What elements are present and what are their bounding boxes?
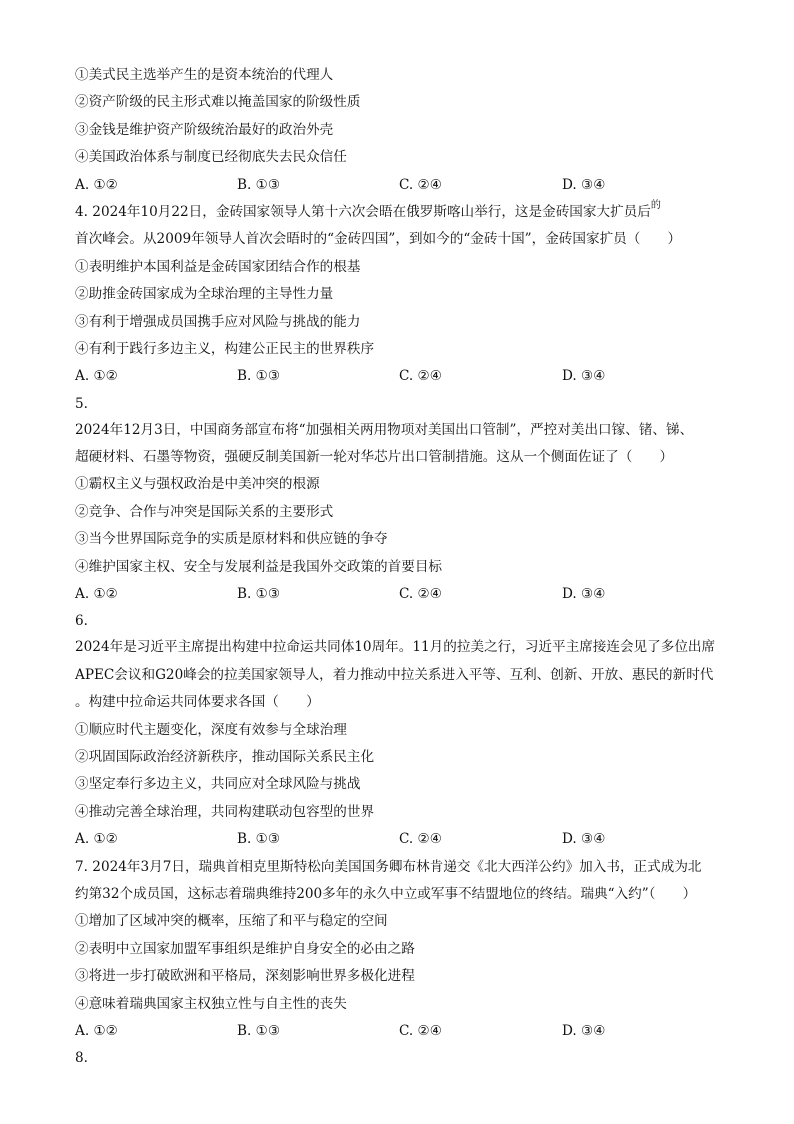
statement: ②竞争、合作与冲突是国际关系的主要形式 (75, 503, 334, 520)
option-d[interactable]: D. ③④ (562, 831, 606, 848)
statement: ②助推金砖国家成为全球治理的主导性力量 (75, 286, 334, 303)
option-a[interactable]: A. ①② (75, 176, 118, 193)
statement: ③有利于增强成员国携手应对风险与挑战的能力 (75, 313, 361, 330)
question-6 (75, 608, 725, 853)
question-number: 6. (75, 613, 88, 630)
option-c[interactable]: C. ②④ (399, 368, 442, 385)
statement: ③金钱是维护资产阶级统治最好的政治外壳 (75, 121, 334, 138)
option-d[interactable]: D. ③④ (562, 176, 606, 193)
statement: ④推动完善全球治理，共同构建联动包容型的世界 (75, 803, 375, 820)
question-number: 8. (75, 1050, 88, 1067)
statement: ②表明中立国家加盟军事组织是维护自身安全的必由之路 (75, 940, 415, 957)
statement: ①增加了区域冲突的概率，压缩了和平与稳定的空间 (75, 913, 388, 930)
option-a[interactable]: A. ①② (75, 831, 118, 848)
option-d[interactable]: D. ③④ (562, 368, 606, 385)
stem-superscript: 的 (650, 199, 661, 211)
option-b[interactable]: B. ①③ (237, 1022, 281, 1039)
option-d[interactable]: D. ③④ (562, 586, 606, 603)
answer-options (75, 1018, 725, 1045)
statement: ④美国政治体系与制度已经彻底失去民众信任 (75, 149, 347, 166)
option-c[interactable]: C. ②④ (399, 176, 442, 193)
statement: ①表明维护本国利益是金砖国家团结合作的根基 (75, 258, 361, 275)
exam-page (75, 62, 725, 1071)
option-c[interactable]: C. ②④ (399, 1022, 442, 1039)
question-stem: 2024年12月3日，中国商务部宣布将“加强相关两用物项对美国出口管制”，严控对美出口镓、锗、锑、 (75, 421, 694, 438)
question-stem: 7. 2024年3月7日，瑞典首相克里斯特松向美国国务卿布林肯递交《北大西洋公约》加入书，正式成为北 (75, 858, 702, 875)
statement: ①美式民主选举产生的是资本统治的代理人 (75, 67, 334, 83)
statement: ①顺应时代主题变化，深度有效参与全球治理 (75, 721, 347, 738)
option-a[interactable]: A. ①② (75, 586, 118, 603)
question-stem: 约第32个成员国，这标志着瑞典维持200多年的永久中立或军事不结盟地位的终结。瑞典“入约”（ ） (75, 885, 697, 902)
option-c[interactable]: C. ②④ (399, 586, 442, 603)
statement: ②巩固国际政治经济新秩序，推动国际关系民主化 (75, 748, 375, 765)
option-a[interactable]: A. ①② (75, 368, 118, 385)
option-b[interactable]: B. ①③ (237, 586, 281, 603)
question-number: 5. (75, 395, 88, 412)
answer-options (75, 581, 725, 608)
statement: ③当今世界国际竞争的实质是原材料和供应链的争夺 (75, 531, 388, 548)
statement: ④意味着瑞典国家主权独立性与自主性的丧失 (75, 995, 347, 1012)
statement: ③将进一步打破欧洲和平格局，深刻影响世界多极化进程 (75, 968, 415, 985)
question-5 (75, 391, 725, 609)
question-stem: APEC会议和G20峰会的拉美国家领导人，着力推动中拉关系进入平等、互利、创新、开放、惠民的新时代 (75, 666, 714, 683)
question-3-tail (75, 62, 725, 199)
question-8 (75, 1045, 725, 1071)
option-b[interactable]: B. ①③ (237, 176, 281, 193)
option-b[interactable]: B. ①③ (237, 831, 281, 848)
question-7 (75, 854, 725, 1046)
answer-options (75, 172, 725, 199)
question-stem: 首次峰会。从2009年领导人首次会晤时的“金砖四国”，到如今的“金砖十国”，金砖国家扩员（ ） (75, 231, 682, 248)
answer-options (75, 826, 725, 853)
option-a[interactable]: A. ①② (75, 1022, 118, 1039)
statement: ③坚定奉行多边主义，共同应对全球风险与挑战 (75, 776, 361, 793)
answer-options (75, 363, 725, 390)
statement: ①霸权主义与强权政治是中美冲突的根源 (75, 476, 320, 493)
stem-text: 4. 2024年10月22日，金砖国家领导人第十六次会晤在俄罗斯喀山举行，这是金砖国家大扩员后 (75, 203, 651, 220)
statement: ②资产阶级的民主形式难以掩盖国家的阶级性质 (75, 94, 361, 111)
question-4 (75, 199, 725, 391)
option-d[interactable]: D. ③④ (562, 1022, 606, 1039)
question-stem (75, 199, 725, 226)
question-stem: 。构建中拉命运共同体要求各国（ ） (75, 694, 320, 711)
option-c[interactable]: C. ②④ (399, 831, 442, 848)
statement: ④有利于践行多边主义，构建公正民主的世界秩序 (75, 340, 375, 357)
statement: ④维护国家主权、安全与发展利益是我国外交政策的首要目标 (75, 558, 443, 575)
option-b[interactable]: B. ①③ (237, 368, 281, 385)
question-stem: 超硬材料、石墨等物资，强硬反制美国新一轮对华芯片出口管制措施。这从一个侧面佐证了（ ） (75, 449, 674, 466)
question-stem: 2024年是习近平主席提出构建中拉命运共同体10周年。11月的拉美之行，习近平主席接连会见了多位出席 (75, 639, 716, 656)
